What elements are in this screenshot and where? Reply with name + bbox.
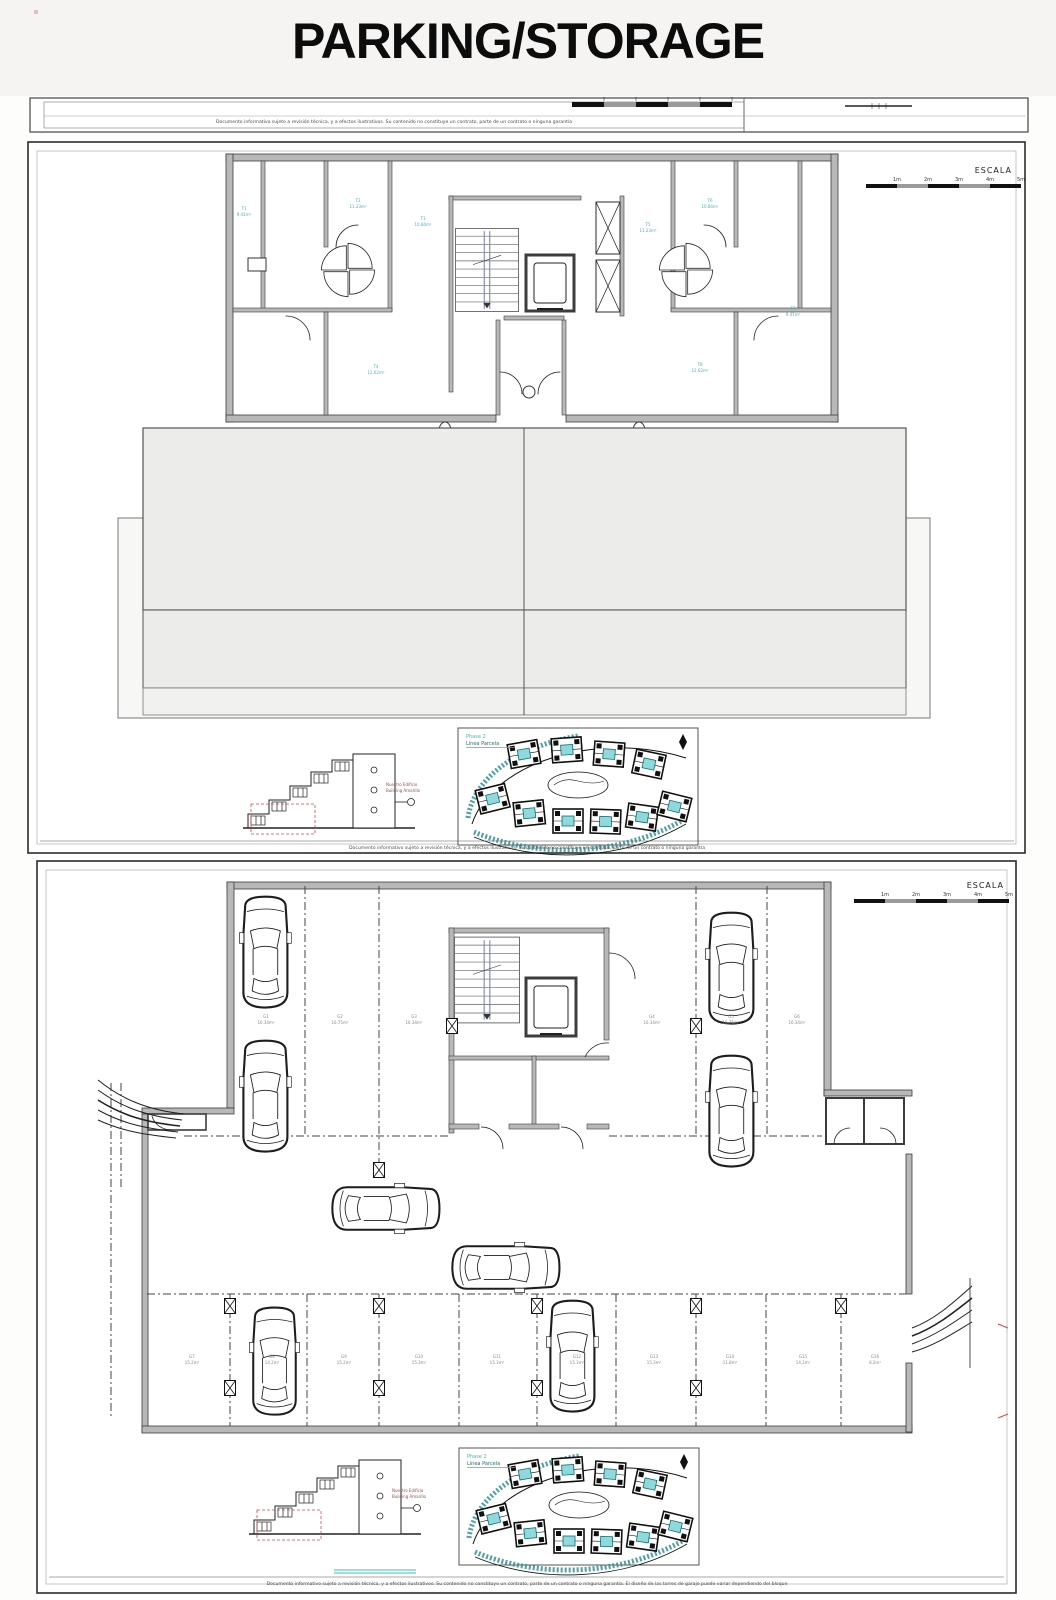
room-area: 10.84m² — [701, 204, 719, 209]
room-id: T8 — [697, 362, 703, 367]
site-map-label-1: Phase 2 — [467, 1454, 487, 1460]
space-id: G15 — [798, 1354, 808, 1359]
car — [239, 897, 291, 1008]
drain-circle — [523, 386, 535, 398]
scale-tick: 2m — [923, 177, 933, 183]
space-id: G12 — [572, 1354, 582, 1359]
space-area: 15.2m² — [336, 1360, 352, 1365]
elevation-note-line1: Nuestro Edificio — [386, 782, 418, 787]
parking-plan-sheet — [34, 858, 1022, 1600]
room-area: 10.84m² — [414, 222, 432, 227]
room-id: T5 — [645, 222, 651, 227]
space-area: 16.34m² — [405, 1020, 423, 1025]
space-area: 8.2m² — [869, 1360, 881, 1365]
space-area: 15.3m² — [646, 1360, 662, 1365]
space-area: 16.34m² — [643, 1020, 661, 1025]
scale-tick: 5m — [1004, 892, 1014, 898]
room-area: 12.62m² — [691, 368, 709, 373]
space-id: G1 — [263, 1014, 269, 1019]
space-id: G5 — [728, 1014, 734, 1019]
strip-border — [30, 98, 1028, 132]
space-area: 15.2m² — [184, 1360, 200, 1365]
room-id: T2 — [355, 198, 361, 203]
room-area: 9.41m² — [236, 212, 252, 217]
room-area: 9.41m² — [785, 312, 801, 317]
space-area: 14.2m² — [264, 1360, 280, 1365]
space-area: 16.34m² — [257, 1020, 275, 1025]
site-map-label-2: Línea Parcela — [467, 1461, 501, 1467]
scale-tick: 3m — [942, 892, 952, 898]
space-id: G2 — [337, 1014, 343, 1019]
stairs — [454, 937, 520, 1023]
car — [452, 1242, 559, 1292]
page-title: PARKING/STORAGE — [291, 13, 765, 69]
car — [332, 1183, 439, 1233]
storage-plan-sheet — [26, 140, 1028, 856]
car — [239, 1041, 291, 1152]
fixture-box — [248, 258, 266, 271]
space-area: 16.34m² — [788, 1020, 806, 1025]
space-area: 15.3m² — [411, 1360, 427, 1365]
space-area: 11.8m² — [722, 1360, 738, 1365]
elevator — [526, 255, 574, 311]
scale-tick: 4m — [973, 892, 983, 898]
scan-artifact — [34, 10, 38, 14]
elevator — [526, 978, 576, 1036]
scale-label: ESCALA — [966, 881, 1004, 890]
stairs — [455, 228, 519, 311]
space-area: 16.75m² — [722, 1020, 740, 1025]
sheet1-disclaimer: Documento informativo sujeto a revisión técnica, y a efectos ilustrativos. Su contenido no constituye un contrato, parte de un contrato o ninguna garantía — [348, 846, 706, 851]
space-id: G6 — [794, 1014, 800, 1019]
scale-tick: 3m — [954, 177, 964, 183]
strip-disclaimer: Documento informativo sujeto a revisión técnica, y a efectos ilustrativos. Su contenido no constituye un contrato, parte de un contrato o ninguna garantía — [215, 120, 573, 125]
scale-tick: 4m — [985, 177, 995, 183]
room-id: T7 — [790, 306, 796, 311]
scale-tick: 1m — [880, 892, 890, 898]
previous-sheet-edge — [0, 96, 1056, 140]
scale-tick: 5m — [1016, 177, 1026, 183]
space-id: G9 — [341, 1354, 347, 1359]
room-id: T6 — [707, 198, 713, 203]
sheet2-disclaimer: Documento informativo sujeto a revisión técnica, y a efectos ilustrativos. Su contenido no constituye un contrato, parte de un contrato o ninguna garantía. El diseño de las torres de garaje puede variar dependiendo del bloque — [266, 1582, 788, 1587]
car — [705, 1056, 757, 1167]
site-location-map — [458, 728, 698, 855]
elevation-note-line1: Nuestro Edificio — [392, 1488, 424, 1493]
space-id: G10 — [414, 1354, 424, 1359]
site-map-label-1: Phase 2 — [466, 734, 486, 740]
terraces — [118, 428, 930, 718]
top-band — [0, 0, 1056, 96]
room-id: T1 — [241, 206, 247, 211]
room-area: 11.23m² — [639, 228, 657, 233]
space-area: 15.3m² — [569, 1360, 585, 1365]
room-area: 12.62m² — [367, 370, 385, 375]
space-id: G16 — [870, 1354, 880, 1359]
room-id: T4 — [373, 364, 379, 369]
space-id: G4 — [649, 1014, 655, 1019]
space-area: 15.3m² — [489, 1360, 505, 1365]
site-map-label-2: Línea Parcela — [466, 741, 500, 747]
elevation-note-line2: Building Amarillo — [392, 1494, 427, 1499]
scale-tick: 2m — [911, 892, 921, 898]
space-area: 14.2m² — [795, 1360, 811, 1365]
space-id: G8 — [269, 1354, 275, 1359]
scale-tick: 1m — [892, 177, 902, 183]
space-id: G14 — [725, 1354, 735, 1359]
car — [705, 913, 757, 1024]
space-id: G13 — [649, 1354, 659, 1359]
space-id: G7 — [189, 1354, 195, 1359]
site-location-map — [459, 1448, 699, 1575]
room-area: 11.23m² — [349, 204, 367, 209]
space-area: 16.75m² — [331, 1020, 349, 1025]
space-id: G11 — [492, 1354, 502, 1359]
room-id: T3 — [420, 216, 426, 221]
space-id: G3 — [411, 1014, 417, 1019]
scale-label: ESCALA — [974, 166, 1012, 175]
elevation-note-line2: Building Amarillo — [386, 788, 421, 793]
